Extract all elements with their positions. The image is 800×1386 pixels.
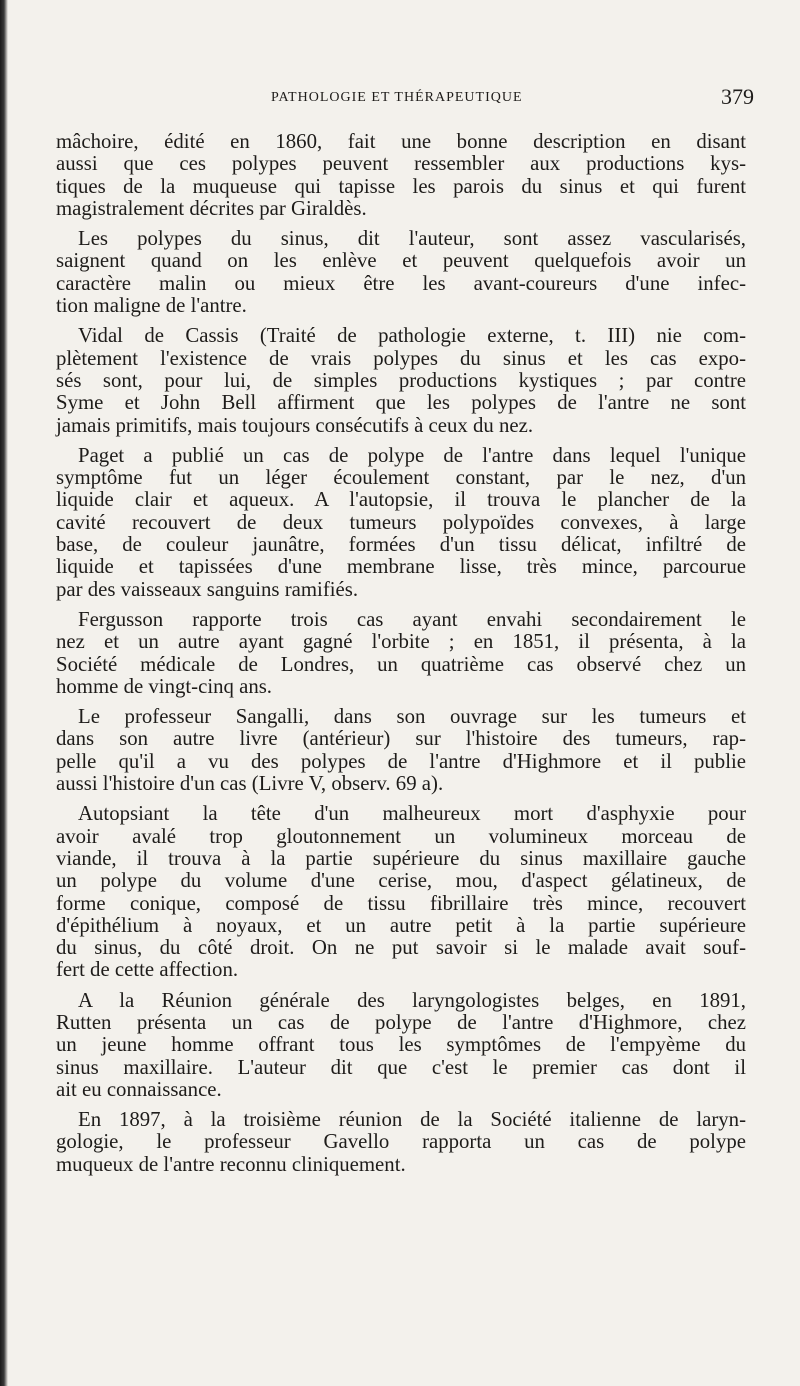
paragraph [56, 706, 746, 795]
text-line: aussi l'histoire d'un cas (Livre V, observ. 69 a). [56, 772, 444, 796]
page-header [271, 86, 754, 116]
text-line: nez et un autre ayant gagné l'orbite ; en 1851, il présenta, à la [56, 630, 746, 654]
page-edge-shadow [0, 0, 8, 1386]
paragraph [56, 325, 746, 436]
paragraph [56, 609, 746, 698]
text-line: fert de cette affection. [56, 958, 239, 982]
text-line: sés sont, pour lui, de simples productions kystiques ; par contre [56, 368, 746, 392]
text-line: Vidal de Cassis (Traité de pathologie externe, t. III) nie com- [78, 324, 746, 348]
text-line: du sinus, du côté droit. On ne put savoir si le malade avait souf- [56, 936, 746, 960]
text-line: forme conique, composé de tissu fibrillaire très mince, recouvert [56, 891, 746, 915]
text-line: cavité recouvert de deux tumeurs polypoïdes convexes, à large [56, 510, 746, 534]
paragraph [56, 131, 746, 220]
text-line: Fergusson rapporte trois cas ayant envahi secondairement le [78, 607, 746, 631]
paragraph [56, 990, 746, 1101]
text-line: A la Réunion générale des laryngologistes belges, en 1891, [78, 988, 746, 1012]
text-line: sinus maxillaire. L'auteur dit que c'est le premier cas dont il [56, 1055, 746, 1079]
text-line: un polype du volume d'une cerise, mou, d'aspect gélatineux, de [56, 869, 746, 893]
text-line: Syme et John Bell affirment que les polypes de l'antre ne sont [56, 391, 746, 415]
text-line: avoir avalé trop gloutonnement un volumineux morceau de [56, 824, 746, 848]
text-line: Le professeur Sangalli, dans son ouvrage sur les tumeurs et [78, 705, 746, 729]
text-line: Paget a publié un cas de polype de l'antre dans lequel l'unique [78, 443, 746, 467]
text-line: un jeune homme offrant tous les symptômes de l'empyème du [56, 1033, 746, 1057]
text-line: plètement l'existence de vrais polypes du sinus et les cas expo- [56, 346, 746, 370]
text-line: caractère malin ou mieux être les avant-coureurs d'une infec- [56, 271, 746, 295]
text-line: base, de couleur jaunâtre, formées d'un tissu délicat, infiltré de [56, 533, 746, 557]
text-line: En 1897, à la troisième réunion de la Société italienne de laryn- [78, 1108, 746, 1132]
text-line: symptôme fut un léger écoulement constant, par le nez, d'un [56, 466, 746, 490]
text-line: par des vaisseaux sanguins ramifiés. [56, 577, 359, 601]
text-line: jamais primitifs, mais toujours consécutifs à ceux du nez. [56, 413, 534, 437]
text-line: Les polypes du sinus, dit l'auteur, sont assez vascularisés, [78, 227, 746, 251]
text-line: d'épithélium à noyaux, et un autre petit à la partie supérieure [56, 913, 746, 937]
text-line: Rutten présenta un cas de polype de l'antre d'Highmore, chez [56, 1010, 746, 1034]
text-line: tion maligne de l'antre. [56, 294, 247, 318]
text-line: viande, il trouva à la partie supérieure du sinus maxillaire gauche [56, 846, 746, 870]
text-line: ait eu connaissance. [56, 1077, 222, 1101]
page-number: 379 [721, 84, 754, 109]
text-line: Autopsiant la tête d'un malheureux mort d'asphyxie pour [78, 802, 746, 826]
text-line: homme de vingt-cinq ans. [56, 674, 273, 698]
text-line: tiques de la muqueuse qui tapisse les parois du sinus et qui furent [56, 174, 746, 198]
text-line: liquide et tapissées d'une membrane lisse, très mince, parcourue [56, 555, 746, 579]
text-line: gologie, le professeur Gavello rapporta un cas de polype [56, 1130, 746, 1154]
body-text [56, 131, 746, 1176]
text-line: pelle qu'il a vu des polypes de l'antre d'Highmore et il publie [56, 749, 746, 773]
running-head: PATHOLOGIE ET THÉRAPEUTIQUE [271, 90, 523, 105]
text-line: saignent quand on les enlève et peuvent quelquefois avoir un [56, 249, 746, 273]
text-line: magistralement décrites par Giraldès. [56, 196, 367, 220]
text-line: dans son autre livre (antérieur) sur l'histoire des tumeurs, rap- [56, 727, 746, 751]
paragraph [56, 803, 746, 981]
paragraph [56, 1109, 746, 1176]
paragraph [56, 445, 746, 601]
text-line: muqueux de l'antre reconnu cliniquement. [56, 1152, 406, 1176]
text-line: liquide clair et aqueux. A l'autopsie, il trouva le plancher de la [56, 488, 746, 512]
text-line: Société médicale de Londres, un quatrième cas observé chez un [56, 652, 746, 676]
text-line: mâchoire, édité en 1860, fait une bonne description en disant [56, 130, 746, 153]
paragraph [56, 228, 746, 317]
text-line: aussi que ces polypes peuvent ressembler aux productions kys- [56, 152, 746, 176]
